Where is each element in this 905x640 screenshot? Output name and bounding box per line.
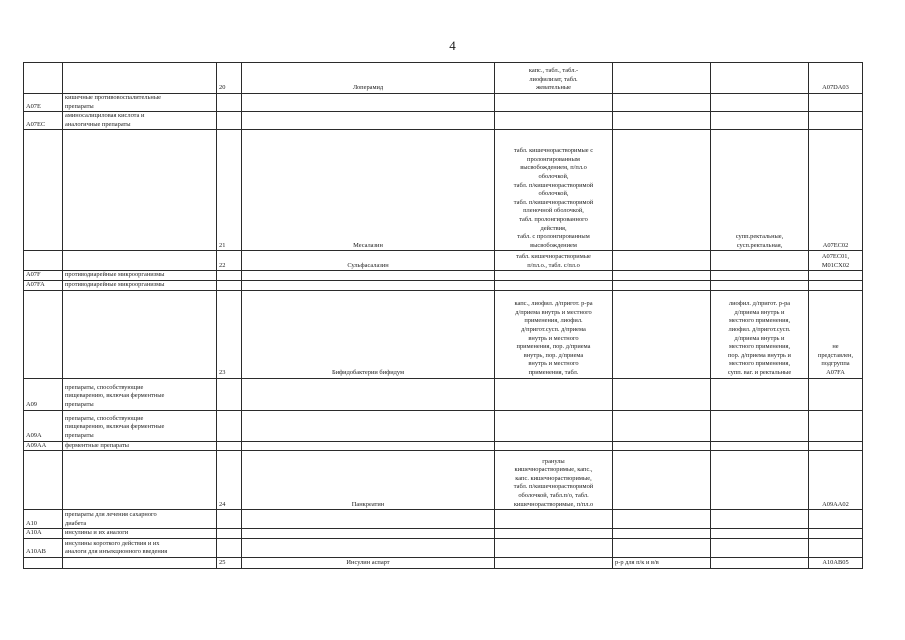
atc-code-cell: A10AB bbox=[24, 538, 63, 557]
extra-forms2-cell bbox=[711, 378, 809, 410]
extra-forms-cell bbox=[613, 280, 711, 290]
atc-code-cell bbox=[24, 451, 63, 510]
extra-forms2-cell bbox=[711, 510, 809, 529]
extra-forms2-cell bbox=[711, 451, 809, 510]
row-number-cell bbox=[217, 271, 242, 281]
extra-forms-cell bbox=[613, 94, 711, 112]
row-number-cell: 25 bbox=[217, 557, 242, 568]
extra-forms2-cell bbox=[711, 529, 809, 539]
row-number-cell bbox=[217, 378, 242, 410]
drug-name-cell bbox=[242, 112, 495, 130]
extra-forms2-cell bbox=[711, 441, 809, 451]
atc-full-code-cell: A07DA03 bbox=[809, 63, 863, 94]
row-number-cell bbox=[217, 280, 242, 290]
extra-forms-cell bbox=[613, 538, 711, 557]
atc-full-code-cell: A10AB05 bbox=[809, 557, 863, 568]
group-name-cell: аминосалициловая кислота и аналогичные препараты bbox=[63, 112, 217, 130]
atc-full-code-cell bbox=[809, 538, 863, 557]
group-name-cell bbox=[63, 63, 217, 94]
row-number-cell bbox=[217, 410, 242, 441]
atc-full-code-cell: не представлен, подгруппа A07FA bbox=[809, 290, 863, 378]
table-row bbox=[24, 251, 863, 271]
extra-forms-cell bbox=[613, 529, 711, 539]
row-number-cell: 20 bbox=[217, 63, 242, 94]
row-number-cell: 21 bbox=[217, 130, 242, 251]
drug-name-cell bbox=[242, 271, 495, 281]
row-number-cell bbox=[217, 538, 242, 557]
drug-name-cell bbox=[242, 410, 495, 441]
table-row bbox=[24, 529, 863, 539]
row-number-cell bbox=[217, 94, 242, 112]
atc-code-cell bbox=[24, 63, 63, 94]
atc-full-code-cell: A07EC01, M01CX02 bbox=[809, 251, 863, 271]
table-row bbox=[24, 280, 863, 290]
drug-name-cell bbox=[242, 529, 495, 539]
group-name-cell: инсулины короткого действия и их аналоги для инъекционного введения bbox=[63, 538, 217, 557]
atc-code-cell bbox=[24, 130, 63, 251]
row-number-cell bbox=[217, 529, 242, 539]
extra-forms-cell bbox=[613, 63, 711, 94]
page-number: 4 bbox=[449, 38, 456, 53]
atc-full-code-cell bbox=[809, 510, 863, 529]
group-name-cell: ферментные препараты bbox=[63, 441, 217, 451]
extra-forms2-cell bbox=[711, 63, 809, 94]
group-name-cell bbox=[63, 290, 217, 378]
table-row bbox=[24, 271, 863, 281]
extra-forms2-cell bbox=[711, 538, 809, 557]
table-row bbox=[24, 510, 863, 529]
group-name-cell: противодиарейные микроорганизмы bbox=[63, 280, 217, 290]
dosage-forms-cell bbox=[495, 538, 613, 557]
drug-name-cell bbox=[242, 280, 495, 290]
atc-full-code-cell bbox=[809, 94, 863, 112]
dosage-forms-cell: гранулы кишечнорастворимые, капс., капс. кишечнорастворимые, табл. п/кишечнорастворимой оболочкой, табл.п/о, табл. кишечнорастворимые, п/пл.о bbox=[495, 451, 613, 510]
table-row bbox=[24, 130, 863, 251]
dosage-forms-cell: табл. кишечнорастворимые с пролонгированным высвобождением, п/пл.о оболочкой, табл. п/кишечнорастворимой оболочкой, табл. п/кишечнорастворимой пленочной оболочкой, табл. пролонгированного действия, табл. с пролонгированным высвобождением bbox=[495, 130, 613, 251]
drug-name-cell bbox=[242, 441, 495, 451]
atc-full-code-cell bbox=[809, 378, 863, 410]
extra-forms2-cell bbox=[711, 94, 809, 112]
drug-name-cell bbox=[242, 94, 495, 112]
extra-forms2-cell bbox=[711, 557, 809, 568]
extra-forms-cell bbox=[613, 451, 711, 510]
atc-full-code-cell bbox=[809, 280, 863, 290]
extra-forms2-cell bbox=[711, 112, 809, 130]
group-name-cell: инсулины и их аналоги bbox=[63, 529, 217, 539]
atc-code-cell: A10 bbox=[24, 510, 63, 529]
atc-code-cell: A07EC bbox=[24, 112, 63, 130]
extra-forms-cell bbox=[613, 130, 711, 251]
table-row bbox=[24, 410, 863, 441]
atc-code-cell bbox=[24, 557, 63, 568]
table-row bbox=[24, 94, 863, 112]
dosage-forms-cell bbox=[495, 557, 613, 568]
atc-full-code-cell: A07EC02 bbox=[809, 130, 863, 251]
drug-name-cell: Сульфасалазин bbox=[242, 251, 495, 271]
dosage-forms-cell bbox=[495, 94, 613, 112]
dosage-forms-cell bbox=[495, 271, 613, 281]
table-row bbox=[24, 378, 863, 410]
table-row bbox=[24, 557, 863, 568]
dosage-forms-cell bbox=[495, 510, 613, 529]
row-number-cell bbox=[217, 510, 242, 529]
atc-full-code-cell bbox=[809, 410, 863, 441]
atc-full-code-cell bbox=[809, 529, 863, 539]
dosage-forms-cell bbox=[495, 280, 613, 290]
atc-code-cell: A09AA bbox=[24, 441, 63, 451]
group-name-cell: препараты, способствующие пищеварению, включая ферментные препараты bbox=[63, 378, 217, 410]
atc-code-cell bbox=[24, 290, 63, 378]
row-number-cell: 24 bbox=[217, 451, 242, 510]
table-row bbox=[24, 538, 863, 557]
atc-code-cell: A10A bbox=[24, 529, 63, 539]
extra-forms2-cell bbox=[711, 271, 809, 281]
dosage-forms-cell bbox=[495, 378, 613, 410]
atc-code-cell: A07E bbox=[24, 94, 63, 112]
dosage-forms-cell bbox=[495, 410, 613, 441]
drug-name-cell: Инсулин аспарт bbox=[242, 557, 495, 568]
group-name-cell bbox=[63, 130, 217, 251]
extra-forms-cell bbox=[613, 251, 711, 271]
extra-forms-cell: р-р для п/к и в/в bbox=[613, 557, 711, 568]
group-name-cell bbox=[63, 557, 217, 568]
group-name-cell: препараты, способствующие пищеварению, включая ферментные препараты bbox=[63, 410, 217, 441]
extra-forms-cell bbox=[613, 410, 711, 441]
extra-forms2-cell bbox=[711, 410, 809, 441]
atc-code-cell bbox=[24, 251, 63, 271]
extra-forms2-cell bbox=[711, 251, 809, 271]
extra-forms2-cell: лиофил. д/пригот. р-ра д/приема внутрь и местного применения, лиофил. д/пригот.сусп. д/приема внутрь и местного применения, пор. д/приема внутрь и местного применения, супп. ваг. и ректальные bbox=[711, 290, 809, 378]
row-number-cell: 23 bbox=[217, 290, 242, 378]
extra-forms-cell bbox=[613, 510, 711, 529]
row-number-cell bbox=[217, 441, 242, 451]
group-name-cell bbox=[63, 251, 217, 271]
extra-forms2-cell bbox=[711, 280, 809, 290]
group-name-cell: препараты для лечения сахарного диабета bbox=[63, 510, 217, 529]
dosage-forms-cell: табл. кишечнорастворимые п/пл.о., табл. с/пл.о bbox=[495, 251, 613, 271]
table-row bbox=[24, 290, 863, 378]
drug-list-table bbox=[23, 62, 863, 569]
group-name-cell bbox=[63, 451, 217, 510]
extra-forms-cell bbox=[613, 290, 711, 378]
atc-code-cell: A07FA bbox=[24, 280, 63, 290]
atc-code-cell: A07F bbox=[24, 271, 63, 281]
dosage-forms-cell: капс., табл., табл.- лиофилизат, табл. жевательные bbox=[495, 63, 613, 94]
dosage-forms-cell bbox=[495, 529, 613, 539]
atc-full-code-cell: A09AA02 bbox=[809, 451, 863, 510]
drug-name-cell: Бифидобактерии бифидум bbox=[242, 290, 495, 378]
extra-forms-cell bbox=[613, 441, 711, 451]
atc-full-code-cell bbox=[809, 271, 863, 281]
group-name-cell: кишечные противовоспалительные препараты bbox=[63, 94, 217, 112]
row-number-cell bbox=[217, 112, 242, 130]
extra-forms-cell bbox=[613, 112, 711, 130]
atc-full-code-cell bbox=[809, 112, 863, 130]
extra-forms-cell bbox=[613, 378, 711, 410]
table-row bbox=[24, 63, 863, 94]
drug-name-cell bbox=[242, 378, 495, 410]
drug-name-cell: Лоперамид bbox=[242, 63, 495, 94]
dosage-forms-cell: капс., лиофил. д/пригот. р-ра д/приема внутрь и местного применения, лиофил. д/пригот.сусп. д/приема внутрь и местного применения, пор. д/приема внутрь, пор. д/приема внутрь и местного применения, табл. bbox=[495, 290, 613, 378]
atc-code-cell: A09A bbox=[24, 410, 63, 441]
atc-full-code-cell bbox=[809, 441, 863, 451]
table-row bbox=[24, 451, 863, 510]
table-row bbox=[24, 112, 863, 130]
group-name-cell: противодиарейные микроорганизмы bbox=[63, 271, 217, 281]
drug-name-cell: Панкреатин bbox=[242, 451, 495, 510]
drug-name-cell: Месалазин bbox=[242, 130, 495, 251]
dosage-forms-cell bbox=[495, 112, 613, 130]
extra-forms-cell bbox=[613, 271, 711, 281]
atc-code-cell: A09 bbox=[24, 378, 63, 410]
drug-name-cell bbox=[242, 510, 495, 529]
drug-name-cell bbox=[242, 538, 495, 557]
table-row bbox=[24, 441, 863, 451]
dosage-forms-cell bbox=[495, 441, 613, 451]
extra-forms2-cell: супп.ректальные, сусп.ректальная, bbox=[711, 130, 809, 251]
row-number-cell: 22 bbox=[217, 251, 242, 271]
